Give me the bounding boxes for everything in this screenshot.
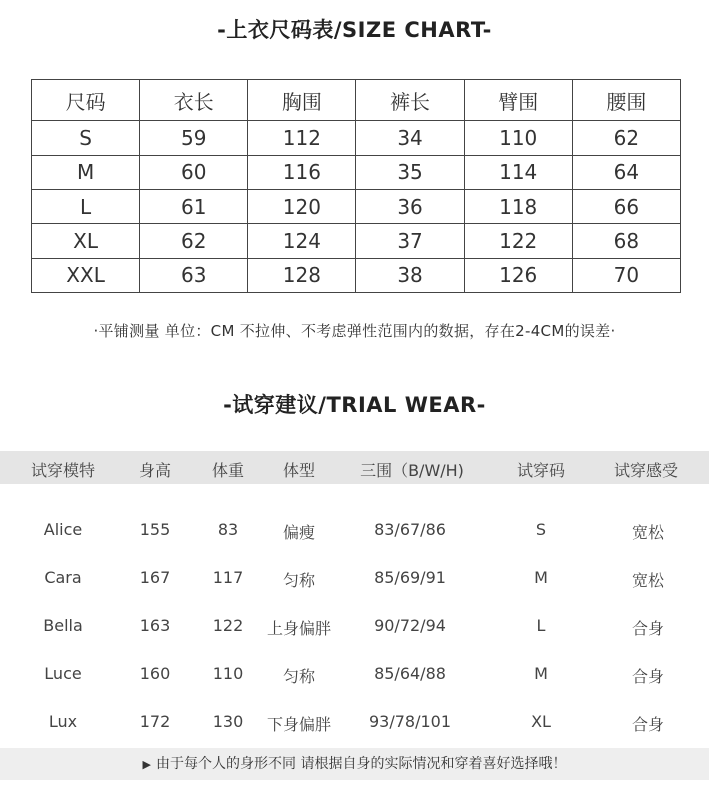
footer-text: 由于每个人的身形不同 请根据自身的实际情况和穿着喜好选择哦！ [156,756,567,772]
header-cell: 腰围 [572,80,680,121]
model-name: Alice [43,520,83,539]
trial-size-cell: XL [531,712,551,731]
weight-cell: 83 [217,520,239,539]
body-type-cell: 上身偏胖 [266,619,332,638]
header-cell: 试穿模特 [30,461,96,480]
table-cell: 60 [140,155,248,189]
table-cell: 110 [464,121,572,155]
table-cell: 68 [572,224,680,258]
table-row [32,258,681,292]
footer-banner [0,748,709,780]
measurements-cell: 85/69/91 [374,568,446,587]
play-arrow-icon: ▶ [142,758,151,771]
header-cell: 裤长 [356,80,464,121]
table-row [0,660,709,688]
fit-feeling-cell: 合身 [631,715,665,734]
model-name: Luce [44,664,82,683]
table-cell: 120 [248,189,356,223]
fit-feeling-cell: 宽松 [631,571,665,590]
table-cell: 35 [356,155,464,189]
trial-header-bar [0,451,709,484]
table-row [0,708,709,736]
table-row [0,516,709,544]
table-cell: 63 [140,258,248,292]
header-cell: 体型 [282,461,316,480]
trial-size-cell: L [536,616,546,635]
height-cell: 163 [139,616,171,635]
table-row [32,121,681,155]
size-chart-table [31,79,681,293]
measurements-cell: 90/72/94 [374,616,446,635]
model-name: Bella [43,616,83,635]
table-cell: 116 [248,155,356,189]
measurement-note: ·平铺测量 单位：CM 不拉伸、不考虑弹性范围内的数据，存在2-4CM的误差· [93,322,616,340]
height-cell: 172 [139,712,171,731]
height-cell: 160 [139,664,171,683]
weight-cell: 110 [212,664,244,683]
fit-feeling-cell: 合身 [631,667,665,686]
table-cell: XXL [32,258,140,292]
table-cell: 62 [140,224,248,258]
fit-feeling-cell: 合身 [631,619,665,638]
table-cell: 70 [572,258,680,292]
table-cell: 122 [464,224,572,258]
header-cell: 臂围 [464,80,572,121]
header-cell: 胸围 [248,80,356,121]
measurements-cell: 83/67/86 [374,520,446,539]
table-cell: 124 [248,224,356,258]
table-cell: 38 [356,258,464,292]
trial-wear-title: -试穿建议/TRIAL WEAR- [223,393,486,417]
table-cell: 126 [464,258,572,292]
table-cell: M [32,155,140,189]
table-row [32,224,681,258]
table-cell: S [32,121,140,155]
trial-size-cell: M [534,664,548,683]
table-cell: 59 [140,121,248,155]
body-type-cell: 匀称 [282,571,316,590]
table-cell: 118 [464,189,572,223]
header-cell: 三围（B/W/H) [360,461,464,480]
table-cell: 66 [572,189,680,223]
table-cell: 62 [572,121,680,155]
header-cell: 尺码 [32,80,140,121]
header-cell: 身高 [138,461,172,480]
table-row [0,564,709,592]
table-cell: 64 [572,155,680,189]
header-cell: 试穿码 [516,461,566,480]
header-cell: 体重 [211,461,245,480]
table-cell: XL [32,224,140,258]
size-chart-title: -上衣尺码表/SIZE CHART- [217,18,492,42]
fit-feeling-cell: 宽松 [631,523,665,542]
table-row [0,612,709,640]
size-chart-header-row [32,80,681,121]
table-cell: 112 [248,121,356,155]
measurements-cell: 85/64/88 [374,664,446,683]
measurements-cell: 93/78/101 [368,712,452,731]
height-cell: 167 [139,568,171,587]
table-cell: L [32,189,140,223]
table-cell: 128 [248,258,356,292]
body-type-cell: 匀称 [282,667,316,686]
weight-cell: 117 [212,568,244,587]
model-name: Cara [44,568,82,587]
table-cell: 37 [356,224,464,258]
trial-size-cell: S [535,520,547,539]
table-cell: 114 [464,155,572,189]
table-row [32,189,681,223]
body-type-cell: 下身偏胖 [266,715,332,734]
header-cell: 衣长 [140,80,248,121]
body-type-cell: 偏瘦 [282,523,316,542]
table-row [32,155,681,189]
model-name: Lux [48,712,78,731]
table-cell: 34 [356,121,464,155]
weight-cell: 122 [212,616,244,635]
header-cell: 试穿感受 [613,461,679,480]
weight-cell: 130 [212,712,244,731]
table-cell: 36 [356,189,464,223]
height-cell: 155 [139,520,171,539]
trial-size-cell: M [534,568,548,587]
table-cell: 61 [140,189,248,223]
